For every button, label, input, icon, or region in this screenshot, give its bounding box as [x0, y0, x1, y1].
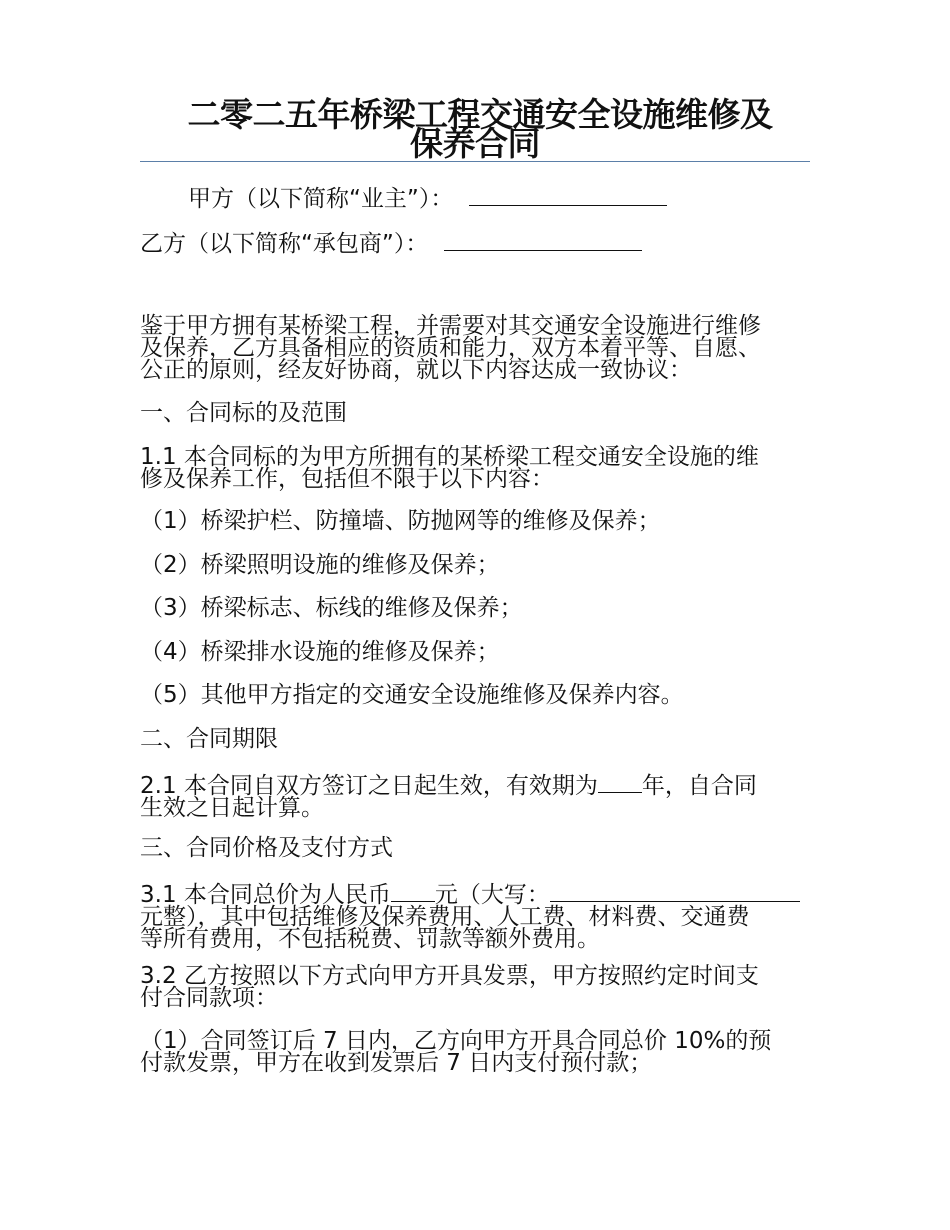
clause-2-1-text-b: 年，自合同	[641, 773, 757, 799]
section-1-heading: 一、合同标的及范围	[140, 400, 347, 426]
title-line-2: 保养合同	[410, 124, 540, 163]
clause-2-1	[140, 772, 812, 819]
price-words-blank	[550, 881, 800, 902]
list-item: （2）桥梁照明设施的维修及保养；	[140, 552, 500, 578]
clause-2-1-text-a: 2.1 本合同自双方签订之日起生效，有效期为	[140, 773, 598, 799]
clause-line: 元整），其中包括维修及保养费用、人工费、材料费、交通费	[140, 904, 750, 930]
clause-line: 3.2 乙方按照以下方式向甲方开具发票，甲方按照约定时间支	[140, 963, 759, 989]
section-3-heading: 三、合同价格及支付方式	[140, 835, 393, 861]
preamble-paragraph	[140, 315, 812, 381]
clause-1-1	[140, 446, 812, 490]
clause-line	[140, 772, 812, 797]
list-item: （1）桥梁护栏、防撞墙、防抛网等的维修及保养；	[140, 508, 661, 534]
clause-3-1-text-b: 元（大写：	[434, 882, 550, 908]
party-a-label: 甲方（以下简称“业主”）：	[188, 186, 454, 212]
price-amount-blank	[391, 881, 435, 902]
preamble-line: 公正的原则，经友好协商，就以下内容达成一致协议：	[140, 357, 692, 383]
clause-3-1	[140, 881, 812, 950]
section-2-heading: 二、合同期限	[140, 726, 278, 752]
list-item: （5）其他甲方指定的交通安全设施维修及保养内容。	[140, 682, 684, 708]
title-line-1: 二零二五年桥梁工程交通安全设施维修及	[187, 95, 773, 134]
preamble-line: 鉴于甲方拥有某桥梁工程，并需要对其交通安全设施进行维修	[140, 313, 761, 339]
party-a-blank	[469, 185, 667, 206]
clause-line: 付合同款项：	[140, 985, 278, 1011]
clause-line: 等所有费用，不包括税费、罚款等额外费用。	[140, 926, 600, 952]
preamble-line: 及保养，乙方具备相应的资质和能力，双方本着平等、自愿、	[140, 335, 761, 361]
party-b-line	[140, 230, 812, 255]
party-b-blank	[444, 230, 642, 251]
term-years-blank	[598, 772, 642, 793]
clause-line: 1.1 本合同标的为甲方所拥有的某桥梁工程交通安全设施的维	[140, 444, 759, 470]
party-a-line	[140, 185, 812, 210]
clause-line: 付款发票，甲方在收到发票后 7 日内支付预付款；	[140, 1050, 653, 1076]
clause-3-2	[140, 965, 812, 1009]
clause-3-1-text-a: 3.1 本合同总价为人民币	[140, 882, 391, 908]
clause-3-2-1	[140, 1030, 812, 1074]
clause-line: 修及保养工作，包括但不限于以下内容：	[140, 466, 554, 492]
clause-line: （1）合同签订后 7 日内，乙方向甲方开具合同总价 10%的预	[140, 1028, 772, 1054]
clause-line	[140, 881, 812, 906]
party-b-label: 乙方（以下简称“承包商”）：	[140, 231, 429, 257]
clause-line: 生效之日起计算。	[140, 795, 324, 821]
list-item: （3）桥梁标志、标线的维修及保养；	[140, 595, 523, 621]
list-item: （4）桥梁排水设施的维修及保养；	[140, 639, 500, 665]
document-title	[140, 95, 810, 163]
title-divider	[140, 161, 810, 162]
